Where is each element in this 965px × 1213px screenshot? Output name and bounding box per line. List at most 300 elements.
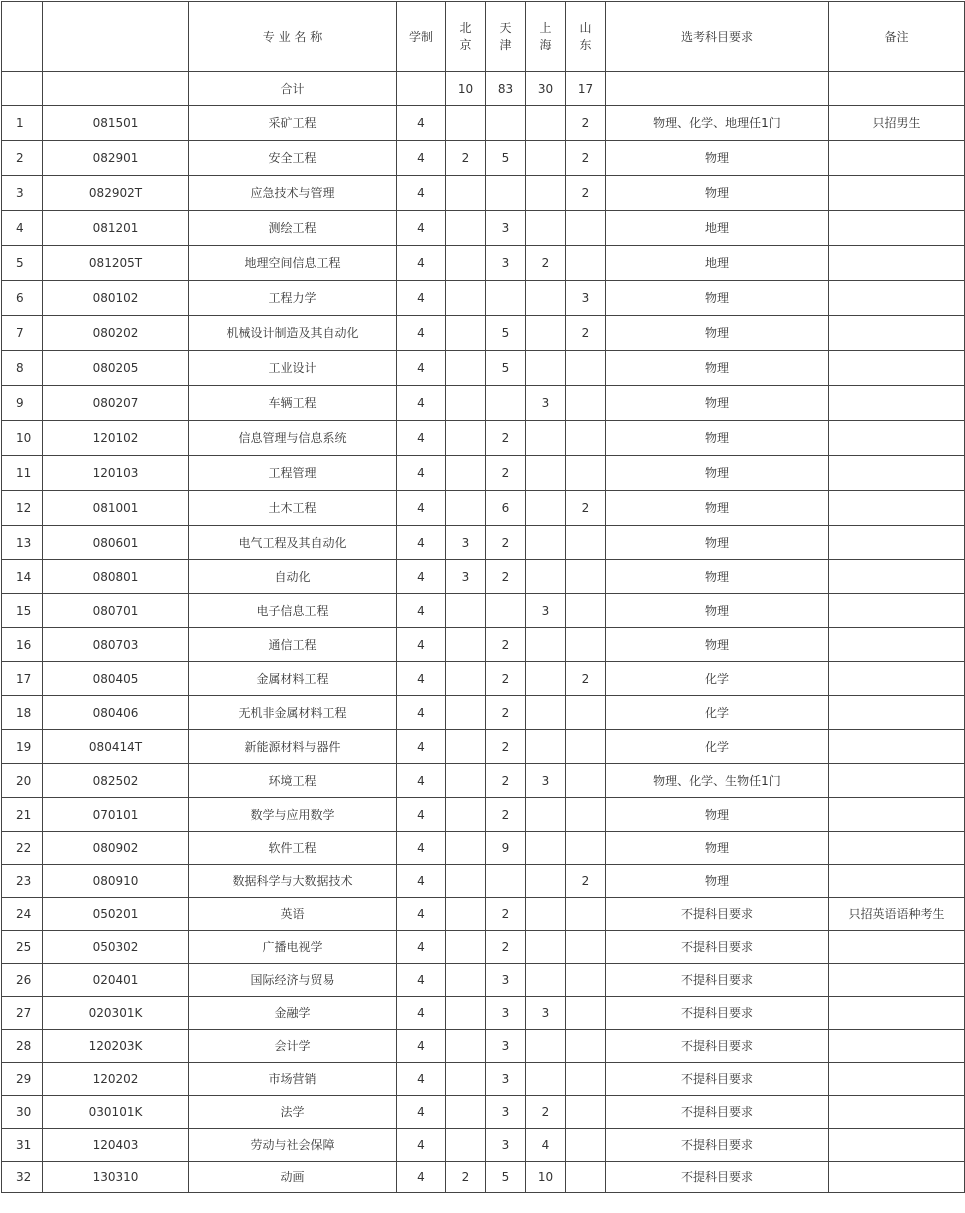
quota-tianjin: 3 (486, 211, 526, 246)
major-code: 080701 (43, 594, 189, 628)
remark (829, 176, 965, 211)
header-shanghai-label: 上海 (539, 20, 552, 52)
total-tianjin: 83 (486, 72, 526, 106)
quota-tianjin: 3 (486, 1063, 526, 1096)
major-code: 080202 (43, 316, 189, 351)
remark (829, 386, 965, 421)
quota-beijing (446, 1129, 486, 1162)
row-index: 22 (2, 832, 43, 865)
quota-shanghai (526, 456, 566, 491)
major-code: 082901 (43, 141, 189, 176)
row-index: 8 (2, 351, 43, 386)
quota-beijing (446, 997, 486, 1030)
row-index: 12 (2, 491, 43, 526)
major-code: 120102 (43, 421, 189, 456)
quota-shandong: 2 (566, 491, 606, 526)
table-row (2, 1162, 965, 1193)
row-index: 32 (2, 1162, 43, 1193)
header-row (2, 2, 965, 72)
subject-requirement: 不提科目要求 (606, 1063, 829, 1096)
quota-shandong (566, 730, 606, 764)
major-code: 020401 (43, 964, 189, 997)
study-years: 4 (397, 798, 446, 832)
quota-tianjin: 2 (486, 798, 526, 832)
quota-shandong (566, 1063, 606, 1096)
quota-beijing (446, 386, 486, 421)
major-name: 数据科学与大数据技术 (189, 865, 397, 898)
study-years: 4 (397, 526, 446, 560)
major-code: 080910 (43, 865, 189, 898)
subject-requirement: 物理 (606, 798, 829, 832)
remark (829, 798, 965, 832)
quota-shandong: 2 (566, 141, 606, 176)
study-years: 4 (397, 931, 446, 964)
quota-shanghai (526, 964, 566, 997)
quota-shanghai: 3 (526, 594, 566, 628)
header-beijing (446, 2, 486, 72)
quota-shanghai (526, 1063, 566, 1096)
quota-beijing (446, 931, 486, 964)
row-index: 26 (2, 964, 43, 997)
study-years: 4 (397, 1129, 446, 1162)
remark (829, 832, 965, 865)
row-index: 1 (2, 106, 43, 141)
remark (829, 696, 965, 730)
study-years: 4 (397, 964, 446, 997)
quota-shandong (566, 696, 606, 730)
row-index: 19 (2, 730, 43, 764)
quota-shandong (566, 211, 606, 246)
quota-beijing: 3 (446, 560, 486, 594)
quota-shanghai (526, 832, 566, 865)
subject-requirement: 地理 (606, 211, 829, 246)
total-index-empty (2, 72, 43, 106)
major-code: 080207 (43, 386, 189, 421)
quota-shandong: 2 (566, 176, 606, 211)
major-code: 081205T (43, 246, 189, 281)
subject-requirement: 物理 (606, 351, 829, 386)
quota-shandong (566, 997, 606, 1030)
major-code: 130310 (43, 1162, 189, 1193)
subject-requirement: 不提科目要求 (606, 1162, 829, 1193)
quota-tianjin: 2 (486, 764, 526, 798)
study-years: 4 (397, 865, 446, 898)
remark (829, 281, 965, 316)
table-row (2, 211, 965, 246)
quota-tianjin: 3 (486, 964, 526, 997)
quota-shanghai (526, 898, 566, 931)
subject-requirement: 物理 (606, 176, 829, 211)
table-row (2, 997, 965, 1030)
major-name: 软件工程 (189, 832, 397, 865)
remark (829, 865, 965, 898)
header-shandong-label: 山东 (579, 20, 592, 52)
remark (829, 316, 965, 351)
quota-tianjin: 2 (486, 421, 526, 456)
row-index: 3 (2, 176, 43, 211)
quota-beijing: 2 (446, 1162, 486, 1193)
quota-tianjin: 6 (486, 491, 526, 526)
subject-requirement: 物理、化学、生物任1门 (606, 764, 829, 798)
quota-beijing (446, 1063, 486, 1096)
major-code: 081201 (43, 211, 189, 246)
study-years: 4 (397, 386, 446, 421)
quota-tianjin: 9 (486, 832, 526, 865)
row-index: 24 (2, 898, 43, 931)
major-code: 080801 (43, 560, 189, 594)
major-code: 120203K (43, 1030, 189, 1063)
quota-shandong: 2 (566, 662, 606, 696)
row-index: 29 (2, 1063, 43, 1096)
quota-shandong (566, 931, 606, 964)
subject-requirement: 物理 (606, 560, 829, 594)
study-years: 4 (397, 764, 446, 798)
study-years: 4 (397, 1030, 446, 1063)
subject-requirement: 物理、化学、地理任1门 (606, 106, 829, 141)
quota-tianjin: 2 (486, 526, 526, 560)
major-code: 070101 (43, 798, 189, 832)
quota-shanghai (526, 865, 566, 898)
total-shanghai: 30 (526, 72, 566, 106)
major-code: 080902 (43, 832, 189, 865)
row-index: 6 (2, 281, 43, 316)
quota-beijing: 2 (446, 141, 486, 176)
table-row (2, 1063, 965, 1096)
table-row (2, 798, 965, 832)
major-name: 应急技术与管理 (189, 176, 397, 211)
subject-requirement: 物理 (606, 141, 829, 176)
quota-shanghai (526, 696, 566, 730)
quota-shanghai (526, 662, 566, 696)
header-tianjin-label: 天津 (499, 20, 512, 52)
row-index: 18 (2, 696, 43, 730)
table-row (2, 560, 965, 594)
row-index: 25 (2, 931, 43, 964)
quota-shanghai: 2 (526, 246, 566, 281)
table-row (2, 1030, 965, 1063)
study-years: 4 (397, 141, 446, 176)
remark (829, 421, 965, 456)
quota-shanghai (526, 560, 566, 594)
quota-beijing (446, 730, 486, 764)
total-beijing: 10 (446, 72, 486, 106)
quota-shandong (566, 964, 606, 997)
quota-tianjin (486, 106, 526, 141)
quota-tianjin: 3 (486, 1129, 526, 1162)
table-row (2, 898, 965, 931)
row-index: 5 (2, 246, 43, 281)
row-index: 7 (2, 316, 43, 351)
quota-tianjin: 3 (486, 1030, 526, 1063)
quota-shanghai (526, 628, 566, 662)
header-remark: 备注 (829, 2, 965, 72)
quota-beijing (446, 246, 486, 281)
row-index: 23 (2, 865, 43, 898)
header-tianjin (486, 2, 526, 72)
table-row (2, 964, 965, 997)
quota-shanghai (526, 106, 566, 141)
subject-requirement: 不提科目要求 (606, 898, 829, 931)
quota-shanghai: 3 (526, 764, 566, 798)
subject-requirement: 物理 (606, 491, 829, 526)
table-row (2, 281, 965, 316)
quota-tianjin: 5 (486, 1162, 526, 1193)
subject-requirement: 化学 (606, 662, 829, 696)
study-years: 4 (397, 662, 446, 696)
quota-shandong: 3 (566, 281, 606, 316)
quota-shanghai (526, 931, 566, 964)
quota-tianjin: 3 (486, 997, 526, 1030)
quota-shandong (566, 1162, 606, 1193)
major-code: 080405 (43, 662, 189, 696)
quota-beijing (446, 491, 486, 526)
major-code: 080414T (43, 730, 189, 764)
quota-shanghai: 4 (526, 1129, 566, 1162)
major-name: 电子信息工程 (189, 594, 397, 628)
table-row (2, 246, 965, 281)
quota-shandong (566, 1096, 606, 1129)
study-years: 4 (397, 696, 446, 730)
quota-shanghai (526, 141, 566, 176)
major-name: 自动化 (189, 560, 397, 594)
major-code: 030101K (43, 1096, 189, 1129)
quota-tianjin: 5 (486, 351, 526, 386)
remark (829, 662, 965, 696)
total-shandong: 17 (566, 72, 606, 106)
major-name: 地理空间信息工程 (189, 246, 397, 281)
quota-beijing (446, 964, 486, 997)
quota-shandong (566, 594, 606, 628)
subject-requirement: 物理 (606, 526, 829, 560)
major-name: 数学与应用数学 (189, 798, 397, 832)
major-name: 测绘工程 (189, 211, 397, 246)
remark (829, 1129, 965, 1162)
quota-shanghai (526, 526, 566, 560)
header-subject-requirements: 选考科目要求 (606, 2, 829, 72)
study-years: 4 (397, 176, 446, 211)
major-name: 劳动与社会保障 (189, 1129, 397, 1162)
quota-shandong (566, 456, 606, 491)
quota-beijing (446, 865, 486, 898)
quota-shandong (566, 764, 606, 798)
subject-requirement: 不提科目要求 (606, 1129, 829, 1162)
subject-requirement: 物理 (606, 281, 829, 316)
major-code: 120403 (43, 1129, 189, 1162)
row-index: 16 (2, 628, 43, 662)
quota-beijing (446, 106, 486, 141)
enrollment-plan-table (1, 1, 965, 1193)
table-row (2, 351, 965, 386)
quota-shandong (566, 386, 606, 421)
major-name: 动画 (189, 1162, 397, 1193)
remark (829, 560, 965, 594)
row-index: 13 (2, 526, 43, 560)
table-row (2, 931, 965, 964)
row-index: 9 (2, 386, 43, 421)
row-index: 10 (2, 421, 43, 456)
major-name: 土木工程 (189, 491, 397, 526)
major-code: 080205 (43, 351, 189, 386)
subject-requirement: 地理 (606, 246, 829, 281)
study-years: 4 (397, 594, 446, 628)
major-name: 英语 (189, 898, 397, 931)
remark (829, 211, 965, 246)
quota-beijing (446, 798, 486, 832)
quota-shandong (566, 1129, 606, 1162)
quota-tianjin: 2 (486, 560, 526, 594)
subject-requirement: 不提科目要求 (606, 964, 829, 997)
remark (829, 456, 965, 491)
quota-beijing: 3 (446, 526, 486, 560)
subject-requirement: 物理 (606, 865, 829, 898)
major-code: 120103 (43, 456, 189, 491)
total-years-empty (397, 72, 446, 106)
header-years: 学制 (397, 2, 446, 72)
remark (829, 491, 965, 526)
quota-shandong: 2 (566, 106, 606, 141)
row-index: 14 (2, 560, 43, 594)
major-code: 080102 (43, 281, 189, 316)
quota-shandong (566, 798, 606, 832)
major-code: 120202 (43, 1063, 189, 1096)
quota-shandong (566, 1030, 606, 1063)
remark (829, 1063, 965, 1096)
table-row (2, 764, 965, 798)
table-row (2, 1096, 965, 1129)
table-row (2, 526, 965, 560)
remark (829, 964, 965, 997)
row-index: 15 (2, 594, 43, 628)
remark (829, 730, 965, 764)
table-row (2, 628, 965, 662)
subject-requirement: 不提科目要求 (606, 997, 829, 1030)
major-name: 无机非金属材料工程 (189, 696, 397, 730)
major-name: 会计学 (189, 1030, 397, 1063)
major-name: 安全工程 (189, 141, 397, 176)
remark (829, 1162, 965, 1193)
row-index: 30 (2, 1096, 43, 1129)
major-name: 金属材料工程 (189, 662, 397, 696)
study-years: 4 (397, 456, 446, 491)
header-code (43, 2, 189, 72)
remark (829, 1030, 965, 1063)
subject-requirement: 化学 (606, 730, 829, 764)
total-subjects-empty (606, 72, 829, 106)
total-label: 合计 (189, 72, 397, 106)
remark (829, 141, 965, 176)
header-index (2, 2, 43, 72)
remark: 只招男生 (829, 106, 965, 141)
remark: 只招英语语种考生 (829, 898, 965, 931)
study-years: 4 (397, 997, 446, 1030)
quota-beijing (446, 281, 486, 316)
total-remark-empty (829, 72, 965, 106)
header-major-name: 专 业 名 称 (189, 2, 397, 72)
major-code: 050302 (43, 931, 189, 964)
subject-requirement: 物理 (606, 832, 829, 865)
row-index: 20 (2, 764, 43, 798)
study-years: 4 (397, 1096, 446, 1129)
quota-shanghai (526, 316, 566, 351)
quota-shandong (566, 526, 606, 560)
study-years: 4 (397, 281, 446, 316)
quota-tianjin: 5 (486, 316, 526, 351)
header-shandong (566, 2, 606, 72)
quota-tianjin: 2 (486, 931, 526, 964)
remark (829, 351, 965, 386)
quota-beijing (446, 421, 486, 456)
major-code: 050201 (43, 898, 189, 931)
quota-shandong: 2 (566, 316, 606, 351)
row-index: 2 (2, 141, 43, 176)
table-row (2, 316, 965, 351)
major-name: 采矿工程 (189, 106, 397, 141)
remark (829, 594, 965, 628)
major-name: 工程力学 (189, 281, 397, 316)
study-years: 4 (397, 316, 446, 351)
remark (829, 628, 965, 662)
quota-beijing (446, 594, 486, 628)
quota-shanghai: 10 (526, 1162, 566, 1193)
study-years: 4 (397, 211, 446, 246)
quota-tianjin (486, 176, 526, 211)
total-row (2, 72, 965, 106)
quota-tianjin: 2 (486, 730, 526, 764)
row-index: 11 (2, 456, 43, 491)
table-row (2, 106, 965, 141)
major-name: 工程管理 (189, 456, 397, 491)
quota-shanghai (526, 730, 566, 764)
table-row (2, 141, 965, 176)
table-row (2, 662, 965, 696)
quota-shanghai: 2 (526, 1096, 566, 1129)
quota-beijing (446, 211, 486, 246)
major-name: 法学 (189, 1096, 397, 1129)
row-index: 27 (2, 997, 43, 1030)
quota-beijing (446, 351, 486, 386)
quota-shanghai (526, 281, 566, 316)
quota-tianjin (486, 594, 526, 628)
quota-shandong: 2 (566, 865, 606, 898)
quota-beijing (446, 628, 486, 662)
quota-tianjin: 2 (486, 898, 526, 931)
quota-shandong (566, 898, 606, 931)
subject-requirement: 化学 (606, 696, 829, 730)
major-name: 金融学 (189, 997, 397, 1030)
quota-beijing (446, 316, 486, 351)
quota-shandong (566, 560, 606, 594)
major-code: 082902T (43, 176, 189, 211)
quota-beijing (446, 662, 486, 696)
quota-beijing (446, 1030, 486, 1063)
study-years: 4 (397, 1063, 446, 1096)
study-years: 4 (397, 351, 446, 386)
study-years: 4 (397, 730, 446, 764)
major-name: 信息管理与信息系统 (189, 421, 397, 456)
subject-requirement: 不提科目要求 (606, 931, 829, 964)
subject-requirement: 物理 (606, 456, 829, 491)
table-row (2, 176, 965, 211)
table-row (2, 1129, 965, 1162)
table-row (2, 696, 965, 730)
quota-tianjin: 3 (486, 246, 526, 281)
table-row (2, 832, 965, 865)
quota-beijing (446, 176, 486, 211)
remark (829, 246, 965, 281)
quota-tianjin (486, 865, 526, 898)
quota-shanghai (526, 1030, 566, 1063)
quota-tianjin: 2 (486, 456, 526, 491)
